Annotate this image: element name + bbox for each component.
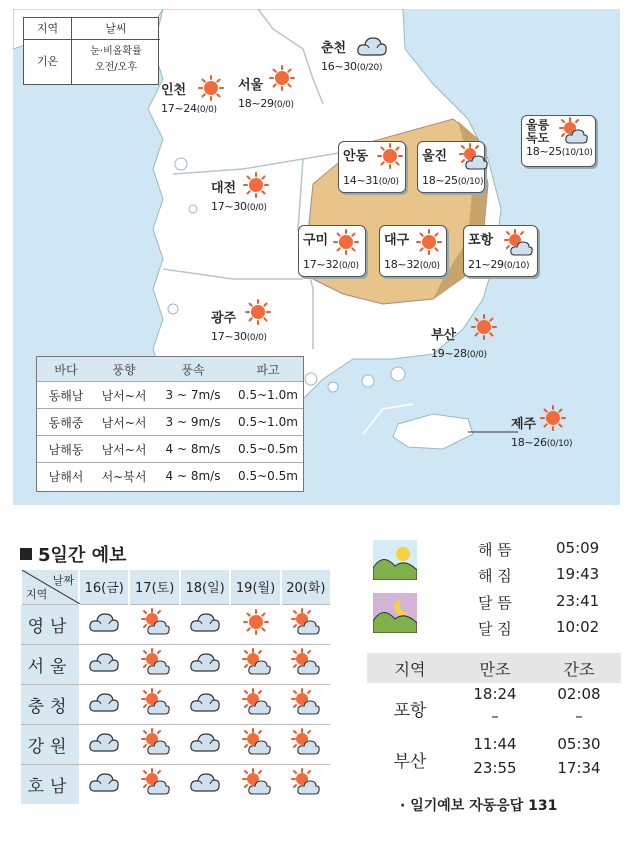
sun-cloud-icon bbox=[241, 648, 271, 676]
sun-cloud-icon bbox=[241, 728, 271, 756]
sea-cell: 0.5~0.5m bbox=[238, 469, 298, 483]
sea-cell: 3 ~ 7m/s bbox=[165, 388, 221, 402]
tide-high: 23:55 bbox=[473, 759, 517, 777]
city-name: 구미 bbox=[303, 233, 329, 248]
sun-cloud-icon bbox=[241, 688, 271, 716]
sun-cloud-icon bbox=[290, 728, 320, 756]
sea-row bbox=[37, 462, 303, 489]
sea-cell: 남서~서 bbox=[101, 388, 147, 403]
sea-cell: 0.5~1.0m bbox=[238, 415, 298, 429]
sun-cloud-icon bbox=[290, 768, 320, 796]
sea-row bbox=[37, 435, 303, 462]
sun-icon bbox=[245, 299, 271, 325]
sea-row bbox=[37, 408, 303, 435]
sun-icon bbox=[198, 75, 224, 101]
sun-icon bbox=[377, 143, 403, 169]
sea-header-cell: 풍향 bbox=[112, 362, 136, 377]
tide-header-cell: 만조 bbox=[479, 659, 511, 679]
cloud-icon bbox=[189, 609, 221, 635]
sea-cell: 남해서 bbox=[48, 469, 84, 484]
tide-header-cell: 지역 bbox=[394, 659, 426, 679]
sun-icon bbox=[333, 229, 359, 255]
forecast-header-row bbox=[21, 570, 330, 604]
forecast-day: 20(화) bbox=[281, 570, 330, 604]
city-rain: (0/20) bbox=[356, 63, 383, 73]
sun-cloud-icon bbox=[290, 648, 320, 676]
moonset-label: 달 짐 bbox=[478, 620, 512, 638]
city-temp: 18~25 bbox=[422, 174, 458, 187]
forecast-row bbox=[21, 724, 330, 764]
weather-map bbox=[13, 9, 620, 505]
legend-temp: 기온 bbox=[24, 40, 72, 84]
tide-high: – bbox=[491, 707, 499, 725]
forecast-region: 영남 bbox=[21, 604, 79, 644]
city-rain: (0/0) bbox=[419, 261, 440, 271]
tide-high: 11:44 bbox=[473, 735, 517, 753]
forecast-title bbox=[20, 541, 126, 567]
city-name: 대전 bbox=[211, 181, 237, 196]
city-rain: (0/0) bbox=[246, 203, 267, 213]
city-temp: 18~26 bbox=[511, 436, 547, 449]
corner-date-label: 날짜 bbox=[52, 574, 74, 587]
city-rain: (0/0) bbox=[273, 100, 294, 110]
sun-cloud-icon bbox=[503, 229, 533, 257]
forecast-table bbox=[20, 570, 330, 804]
cloud-icon bbox=[88, 689, 120, 715]
city-rain: (10/10) bbox=[561, 148, 593, 159]
sea-cell: 4 ~ 8m/s bbox=[165, 469, 221, 483]
sea-cell: 0.5~1.0m bbox=[238, 388, 298, 402]
sun-cloud-icon bbox=[140, 648, 170, 676]
city-name: 대구 bbox=[384, 233, 410, 248]
sun-cloud-icon bbox=[140, 768, 170, 796]
city-temp: 16~30 bbox=[321, 60, 357, 73]
cloud-icon bbox=[88, 729, 120, 755]
legend-weather: 날씨 bbox=[72, 18, 160, 40]
forecast-day: 19(월) bbox=[230, 570, 280, 604]
forecast-day: 16(금) bbox=[79, 570, 129, 604]
sun-icon bbox=[243, 609, 269, 635]
sun-icon bbox=[540, 405, 566, 431]
map-legend bbox=[23, 17, 159, 85]
forecast-region: 서울 bbox=[21, 644, 79, 684]
sea-cell: 남해동 bbox=[48, 442, 84, 457]
forecast-region: 강원 bbox=[21, 724, 79, 764]
tide-low: 05:30 bbox=[557, 735, 601, 753]
city-temp: 18~29 bbox=[238, 97, 274, 110]
city-rain: (0/0) bbox=[246, 333, 267, 343]
tide-table bbox=[367, 653, 621, 787]
city-name: 부산 bbox=[431, 328, 457, 343]
forecast-row bbox=[21, 684, 330, 724]
cloud-icon bbox=[189, 649, 221, 675]
tide-row-busan bbox=[367, 731, 621, 787]
sea-cell: 남서~서 bbox=[101, 415, 147, 430]
sea-cell: 서~북서 bbox=[101, 469, 147, 484]
city-name: 광주 bbox=[211, 311, 237, 326]
sun-cloud-icon bbox=[290, 608, 320, 636]
city-temp: 17~24 bbox=[161, 102, 197, 115]
tide-low: – bbox=[575, 707, 583, 725]
corner-region-label: 지역 bbox=[26, 587, 48, 601]
sun-cloud-icon bbox=[140, 608, 170, 636]
legend-rain-line1: 눈·비올확률 bbox=[90, 46, 142, 57]
cloud-icon bbox=[189, 729, 221, 755]
sun-cloud-icon bbox=[241, 768, 271, 796]
sea-header-cell: 바다 bbox=[54, 362, 78, 377]
cloud-icon bbox=[189, 769, 221, 795]
sun-icon bbox=[471, 314, 497, 340]
city-temp: 21~29 bbox=[468, 258, 504, 271]
city-temp: 18~25 bbox=[526, 145, 562, 159]
tide-header-cell: 간조 bbox=[563, 659, 595, 679]
cloud-icon bbox=[88, 769, 120, 795]
city-name: 제주 bbox=[511, 417, 537, 432]
legend-rain-line2: 오전/오후 bbox=[94, 62, 137, 73]
city-name: 울진 bbox=[422, 149, 448, 164]
sun-cloud-icon bbox=[558, 117, 588, 145]
tide-low: 02:08 bbox=[557, 685, 601, 703]
city-rain: (0/0) bbox=[378, 177, 399, 187]
city-name: 안동 bbox=[343, 149, 369, 164]
city-temp: 19~28 bbox=[431, 347, 467, 360]
city-name: 서울 bbox=[238, 78, 264, 93]
tide-row-pohang bbox=[367, 683, 621, 731]
forecast-row bbox=[21, 764, 330, 804]
sun-cloud-icon bbox=[140, 688, 170, 716]
sea-cell: 동해남 bbox=[48, 388, 84, 403]
sunrise-time: 05:09 bbox=[556, 539, 600, 557]
sea-conditions-table bbox=[36, 356, 304, 492]
forecast-region: 호남 bbox=[21, 764, 79, 804]
sea-cell: 3 ~ 9m/s bbox=[165, 415, 221, 429]
sun-cloud-icon bbox=[458, 143, 488, 171]
city-rain: (0/0) bbox=[466, 350, 487, 360]
forecast-day: 18(일) bbox=[180, 570, 230, 604]
cloud-icon bbox=[88, 609, 120, 635]
cloud-icon bbox=[88, 649, 120, 675]
tide-region: 부산 bbox=[393, 752, 427, 772]
forecast-corner bbox=[21, 570, 79, 604]
city-rain: (0/0) bbox=[196, 105, 217, 115]
moonrise-label: 달 뜸 bbox=[478, 594, 512, 612]
sun-cloud-icon bbox=[290, 688, 320, 716]
tide-header bbox=[367, 653, 621, 683]
sea-cell: 동해중 bbox=[48, 415, 84, 430]
forecast-day: 17(토) bbox=[129, 570, 179, 604]
moonrise-icon bbox=[373, 593, 417, 633]
sea-header-cell: 풍속 bbox=[181, 362, 205, 377]
city-name: 울릉 독도 bbox=[526, 118, 550, 146]
sea-header bbox=[37, 357, 303, 381]
city-temp: 17~32 bbox=[303, 258, 339, 271]
legend-region: 지역 bbox=[24, 18, 72, 40]
cloud-icon bbox=[356, 33, 388, 59]
tide-region: 포항 bbox=[393, 701, 427, 721]
city-rain: (0/10) bbox=[546, 439, 573, 449]
sea-row bbox=[37, 381, 303, 408]
auto-response-info: · 일기예보 자동응답 131 bbox=[400, 798, 558, 814]
sunset-label: 해 짐 bbox=[478, 567, 512, 585]
moonset-time: 10:02 bbox=[556, 618, 600, 636]
city-temp: 18~32 bbox=[384, 258, 420, 271]
forecast-row bbox=[21, 644, 330, 684]
city-name: 포항 bbox=[468, 233, 494, 248]
city-name: 인천 bbox=[161, 83, 187, 98]
city-rain: (0/10) bbox=[457, 177, 484, 187]
city-rain: (0/0) bbox=[338, 261, 359, 271]
sun-cloud-icon bbox=[140, 728, 170, 756]
sea-cell: 0.5~0.5m bbox=[238, 442, 298, 456]
sunset-time: 19:43 bbox=[556, 565, 600, 583]
forecast-row bbox=[21, 604, 330, 644]
cloud-icon bbox=[189, 689, 221, 715]
forecast-title-text: 5일간 예보 bbox=[38, 545, 127, 566]
forecast-region: 충청 bbox=[21, 684, 79, 724]
sea-cell: 남서~서 bbox=[101, 442, 147, 457]
sun-icon bbox=[269, 65, 295, 91]
sunrise-icon bbox=[373, 540, 417, 580]
sun-icon bbox=[416, 229, 442, 255]
city-rain: (0/10) bbox=[503, 261, 530, 271]
sea-header-cell: 파고 bbox=[256, 362, 280, 377]
sunrise-label: 해 뜸 bbox=[478, 541, 512, 559]
moonrise-time: 23:41 bbox=[556, 592, 600, 610]
city-temp: 14~31 bbox=[343, 174, 379, 187]
sea-cell: 4 ~ 8m/s bbox=[165, 442, 221, 456]
city-temp: 17~30 bbox=[211, 330, 247, 343]
city-name: 춘천 bbox=[321, 41, 347, 56]
tide-high: 18:24 bbox=[473, 685, 517, 703]
tide-low: 17:34 bbox=[557, 759, 601, 777]
city-temp: 17~30 bbox=[211, 200, 247, 213]
sun-icon bbox=[243, 172, 269, 198]
